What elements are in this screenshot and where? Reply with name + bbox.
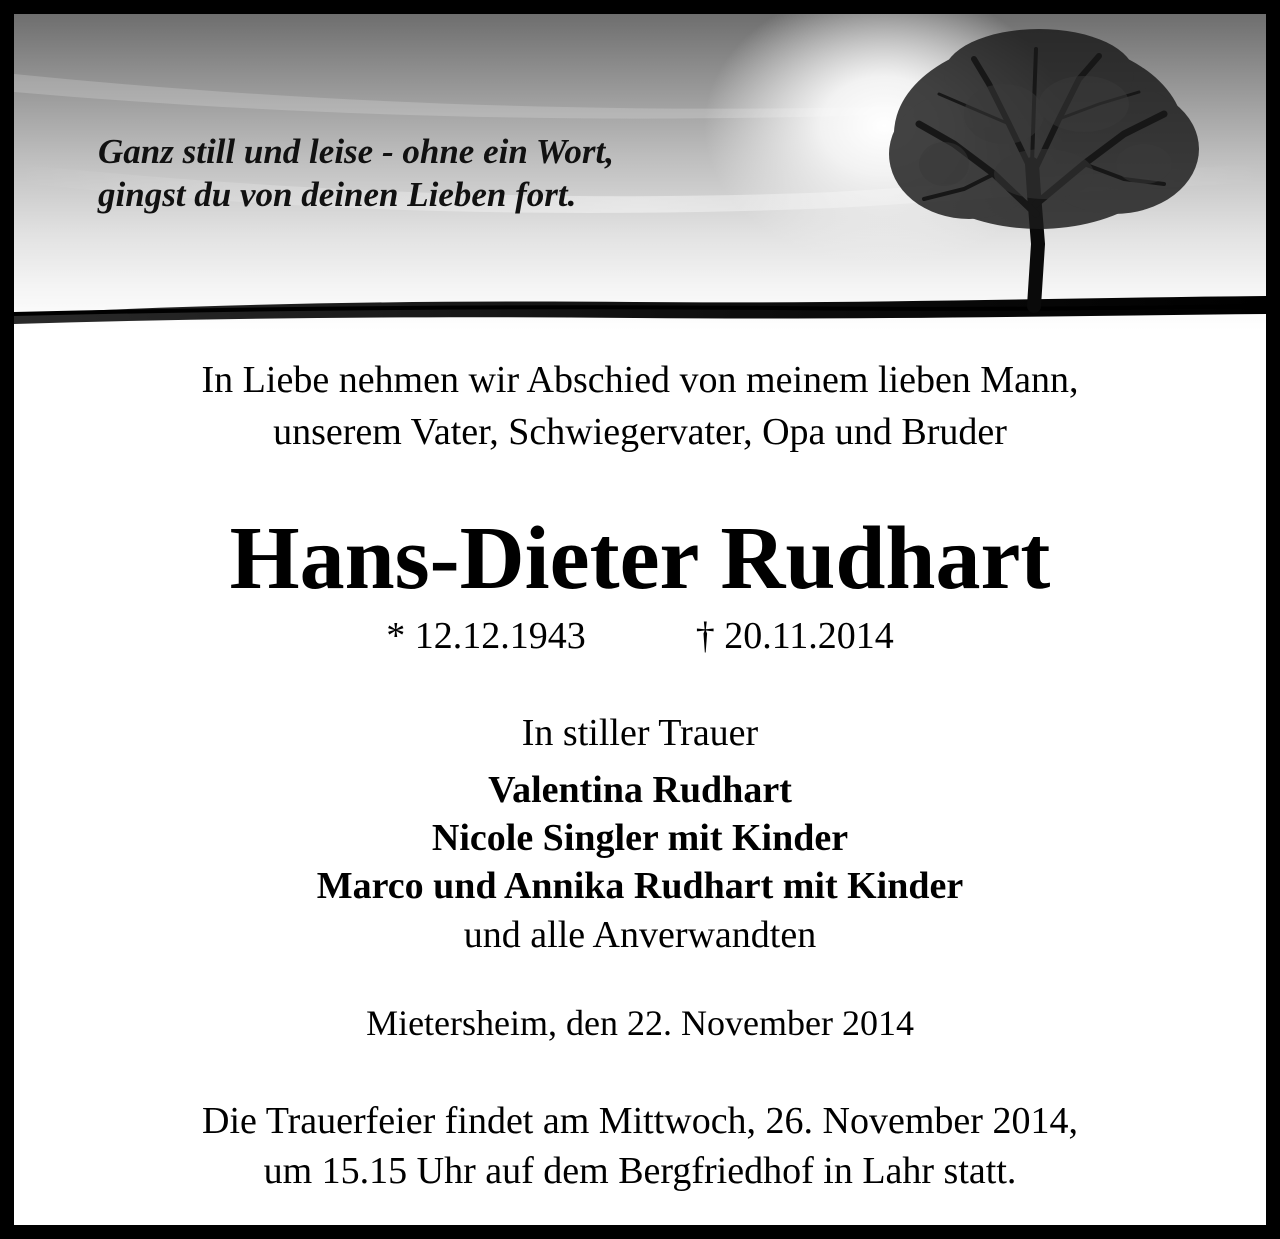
service-line-1: Die Trauerfeier findet am Mittwoch, 26. November 2014, bbox=[202, 1100, 1078, 1142]
birth-date: * 12.12.1943 bbox=[386, 615, 586, 657]
intro-line-1: In Liebe nehmen wir Abschied von meinem lieben Mann, bbox=[201, 359, 1079, 401]
poem-line-1: Ganz still und leise - ohne ein Wort, bbox=[98, 132, 615, 171]
mourning-label: In stiller Trauer bbox=[521, 712, 759, 754]
intro-text bbox=[14, 354, 1266, 458]
intro-line-2: unserem Vater, Schwiegervater, Opa und Bruder bbox=[273, 411, 1007, 453]
service-line-2: um 15.15 Uhr auf dem Bergfriedhof in Lahr statt. bbox=[263, 1150, 1017, 1192]
service-info bbox=[14, 1096, 1266, 1196]
life-dates bbox=[14, 610, 1266, 662]
death-date: † 20.11.2014 bbox=[695, 615, 894, 657]
poem-line-2: gingst du von deinen Lieben fort. bbox=[98, 175, 577, 214]
mourner-name: Nicole Singler mit Kinder bbox=[431, 817, 849, 859]
deceased-name: Hans-Dieter Rudhart bbox=[229, 509, 1051, 608]
mourner-name: Valentina Rudhart bbox=[488, 769, 792, 811]
place-and-date: Mietersheim, den 22. November 2014 bbox=[366, 1003, 914, 1043]
mourner-name: Marco und Annika Rudhart mit Kinder bbox=[316, 865, 964, 907]
poem bbox=[98, 130, 798, 216]
mourners-list bbox=[14, 766, 1266, 910]
header-image bbox=[14, 14, 1266, 330]
relatives-line: und alle Anverwandten bbox=[463, 914, 817, 956]
